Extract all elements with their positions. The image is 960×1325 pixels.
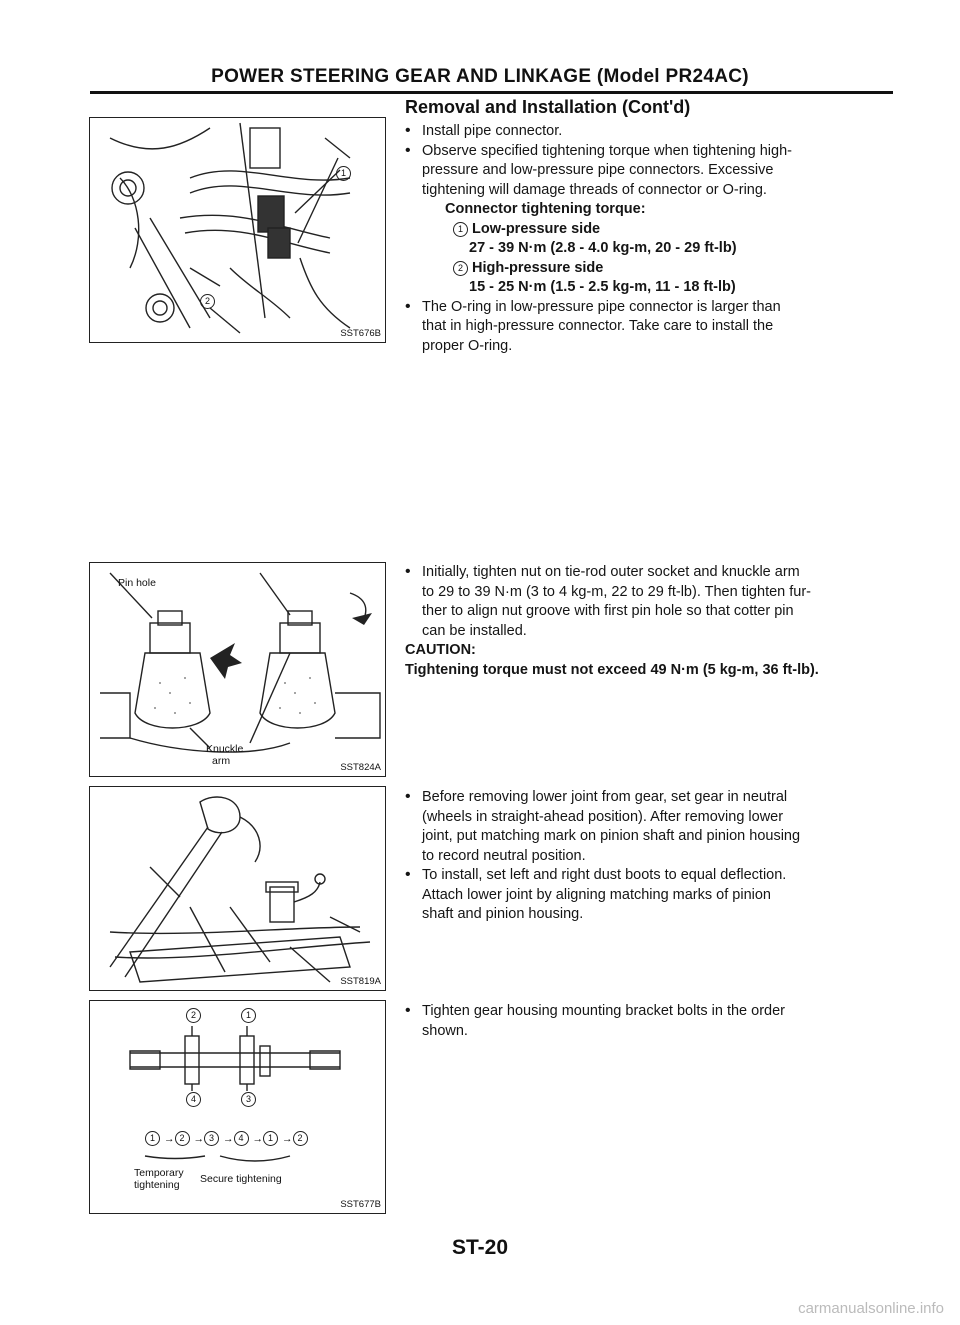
bullet-to-install: • To install, set left and right dust boots to equal deflection. Attach lower joint by aligning matching marks of pinion shaft and pinion housing.	[405, 866, 905, 925]
bolt-3-label: 3	[241, 1092, 256, 1107]
section-title: Removal and Installation (Cont'd)	[405, 97, 691, 117]
label-knuckle: Knuckle	[206, 743, 244, 755]
lower-joint-instructions	[405, 788, 905, 925]
label-pin-hole: Pin hole	[118, 577, 156, 589]
tie-rod-instructions	[405, 563, 905, 680]
figure-code: SST824A	[340, 762, 381, 773]
bracket-bolt-instructions	[405, 1002, 905, 1041]
callout-1: 1	[336, 166, 351, 181]
caution-text: Tightening torque must not exceed 49 N·m (5 kg-m, 36 ft-lb).	[405, 661, 819, 678]
label-tightening: tightening	[134, 1179, 180, 1191]
spec-low-label: 1 Low-pressure side	[405, 220, 905, 240]
bullet-before-removing: • Before removing lower joint from gear, set gear in neutral (wheels in straight-ahead position). After removing lower joint, put matching mark on pinion shaft and pinion housing to record neutral position.	[405, 788, 905, 866]
callout-2: 2	[200, 294, 215, 309]
spec-low-value: 27 - 39 N·m (2.8 - 4.0 kg-m, 20 - 29 ft-lb)	[469, 240, 737, 256]
bolt-2-label: 2	[186, 1008, 201, 1023]
label-arm: arm	[212, 755, 231, 767]
header-rule	[90, 91, 893, 94]
figure-code: SST677B	[340, 1199, 381, 1210]
figure-code: SST676B	[340, 328, 381, 339]
figure-lower-joint	[89, 786, 386, 991]
caution-heading: CAUTION:	[405, 642, 476, 658]
label-temporary: Temporary	[134, 1167, 184, 1179]
figure-pipe-connector	[89, 117, 386, 343]
tightening-sequence: 1 → 2 → 3 → 4 → 1 → 2	[145, 1131, 312, 1146]
bullet-observe-torque: • Observe specified tightening torque when tightening high- pressure and low-pressure pipe connectors. Excessive tightening will damage threads of connector or O-ring.	[405, 142, 905, 201]
figure-code: SST819A	[340, 976, 381, 987]
bullet-initial-tighten: • Initially, tighten nut on tie-rod outer socket and knuckle arm to 29 to 39 N·m (3 to 4 kg-m, 22 to 29 ft-lb). Then tighten fur- ther to align nut groove with first pin hole so that cotter pin can be installed.	[405, 563, 905, 641]
bullet-tighten-bracket: • Tighten gear housing mounting bracket bolts in the order shown.	[405, 1002, 905, 1041]
spec-high-label: 2 High-pressure side	[405, 259, 905, 279]
figure-bolt-order	[89, 1000, 386, 1214]
bolt-4-label: 4	[186, 1092, 201, 1107]
bullet-o-ring: • The O-ring in low-pressure pipe connector is larger than that in high-pressure connector. Take care to install the proper O-ring.	[405, 298, 905, 357]
bullet-install-pipe: • Install pipe connector.	[405, 122, 905, 142]
lower-joint-illustration	[90, 787, 385, 990]
spec-heading: Connector tightening torque:	[445, 201, 646, 217]
watermark: carmanualsonline.info	[798, 1300, 944, 1317]
bolt-1-label: 1	[241, 1008, 256, 1023]
connector-instructions	[405, 122, 905, 356]
label-secure-tightening: Secure tightening	[200, 1173, 282, 1185]
pipe-connector-illustration	[90, 118, 385, 342]
spec-high-value: 15 - 25 N·m (1.5 - 2.5 kg-m, 11 - 18 ft-lb)	[469, 279, 736, 295]
page-header-title: POWER STEERING GEAR AND LINKAGE (Model PR24AC)	[211, 66, 749, 87]
page-number: ST-20	[451, 1236, 509, 1259]
figure-tie-rod-nut	[89, 562, 386, 777]
